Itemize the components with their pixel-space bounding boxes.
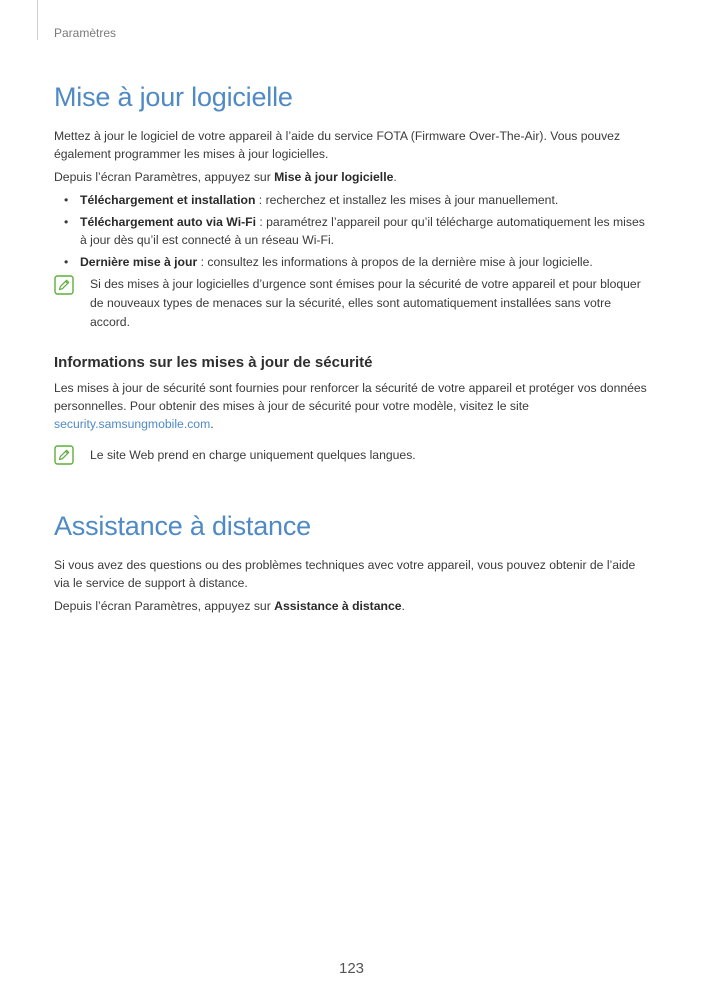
instruction-suffix: .	[401, 599, 405, 613]
software-update-intro: Mettez à jour le logiciel de votre appareil à l’aide du service FOTA (Firmware Over-The-Air). Vous pouvez également programmer les mises à jour logicielles.	[54, 129, 621, 161]
software-update-instruction	[54, 168, 654, 186]
note-languages	[54, 445, 654, 465]
list-item	[54, 213, 654, 249]
option-description: : paramétrez l’appareil pour qu’il télécharge automatiquement les mises à jour dès qu’il est connecté à un réseau Wi-Fi.	[80, 215, 645, 247]
instruction-prefix: Depuis l’écran Paramètres, appuyez sur	[54, 599, 275, 613]
instruction-menu-name: Assistance à distance	[274, 599, 402, 613]
instruction-menu-name: Mise à jour logicielle	[274, 170, 394, 184]
security-text: Les mises à jour de sécurité sont fournies pour renforcer la sécurité de votre appareil et protéger vos données personnelles. Pour obtenir des mises à jour de sécurité pour votre modèle, visitez le site	[54, 381, 647, 413]
page-content	[54, 82, 654, 615]
section-title-software-update: Mise à jour logicielle	[54, 82, 293, 112]
bullet-icon: •	[64, 193, 69, 207]
remote-support-instruction	[54, 597, 654, 615]
bullet-icon: •	[64, 255, 69, 269]
note-urgent-updates	[54, 275, 654, 332]
note-pencil-icon	[54, 275, 74, 295]
instruction-prefix: Depuis l’écran Paramètres, appuyez sur	[54, 170, 275, 184]
section-header: Paramètres	[54, 26, 117, 40]
note-pencil-icon	[54, 445, 74, 465]
instruction-suffix: .	[393, 170, 397, 184]
list-item	[54, 191, 654, 209]
remote-support-intro: Si vous avez des questions ou des problèmes techniques avec votre appareil, vous pouvez obtenir de l’aide via le service de support à distance.	[54, 558, 636, 590]
header-rule	[37, 0, 38, 40]
option-name: Téléchargement auto via Wi-Fi	[80, 215, 256, 229]
software-update-options	[54, 191, 654, 271]
note-text: Si des mises à jour logicielles d’urgence sont émises pour la sécurité de votre appareil et pour bloquer de nouveaux types de menaces sur la sécurité, elles sont automatiquement installées sans votre accord.	[90, 277, 641, 329]
option-description: : consultez les informations à propos de la dernière mise à jour logicielle.	[197, 255, 593, 269]
option-description: : recherchez et installez les mises à jour manuellement.	[255, 193, 559, 207]
security-site-link[interactable]: security.samsungmobile.com	[54, 417, 211, 431]
security-text-suffix: .	[210, 417, 214, 431]
section-title-remote-support: Assistance à distance	[54, 511, 311, 541]
page-number: 123	[338, 960, 365, 977]
list-item	[54, 253, 654, 271]
option-name: Téléchargement et installation	[80, 193, 256, 207]
note-text: Le site Web prend en charge uniquement quelques langues.	[90, 448, 416, 462]
bullet-icon: •	[64, 215, 69, 229]
option-name: Dernière mise à jour	[80, 255, 198, 269]
subsection-title-security-updates: Informations sur les mises à jour de sécurité	[54, 354, 373, 371]
security-updates-text	[54, 379, 654, 433]
